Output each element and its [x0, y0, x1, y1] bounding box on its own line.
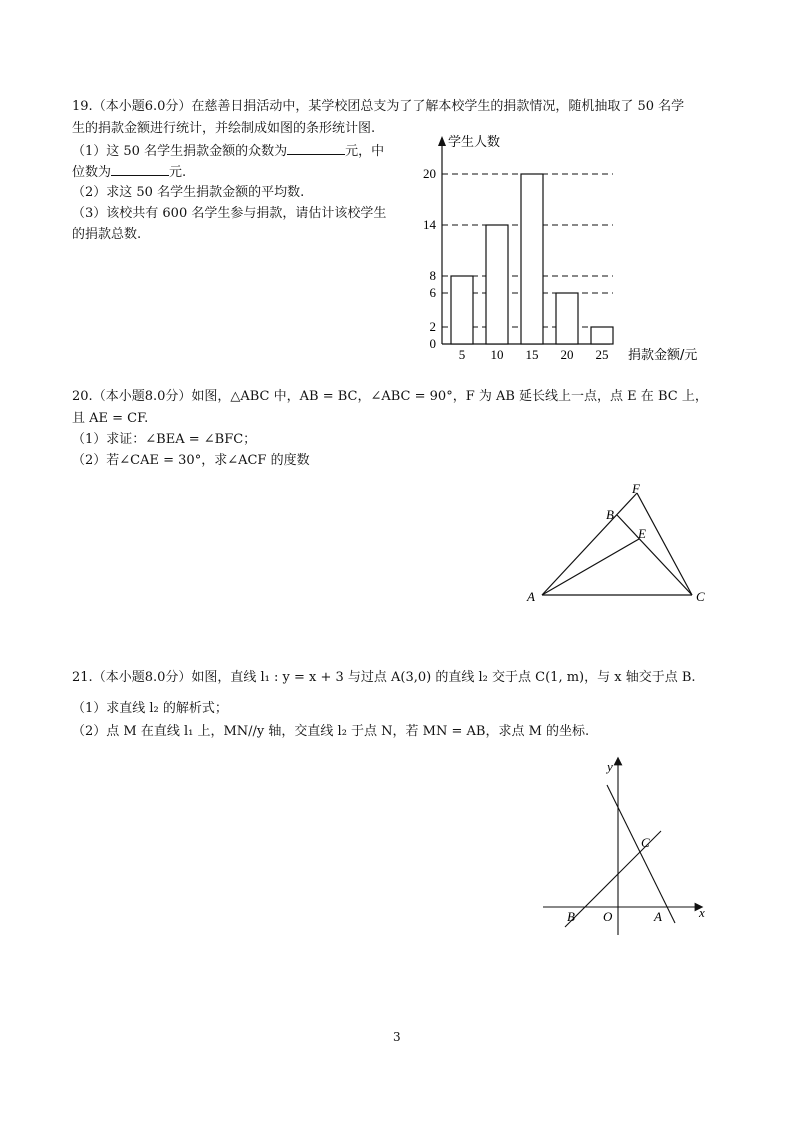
y-tick-label: 0 — [429, 336, 436, 351]
q20-stem-a: 如图，△ABC 中，AB = BC，∠ABC = 90°，F 为 AB 延长线上一点，点 E 在 BC 上， — [191, 389, 708, 404]
q20-part2: （2）若∠CAE = 30°，求∠ACF 的度数 — [72, 453, 310, 468]
q19-part1-d: 元. — [169, 165, 187, 180]
point-label-A: A — [654, 909, 662, 924]
q21-part2: （2）点 M 在直线 l₁ 上，MN//y 轴，交直线 l₂ 于点 N，若 MN = AB，求点 M 的坐标. — [72, 724, 590, 739]
q20-stem-b: 且 AE = CF. — [72, 411, 149, 426]
label-B: B — [606, 507, 614, 522]
q20-stem-line1 — [72, 388, 708, 406]
axis-label-y: y — [607, 759, 613, 774]
y-tick-label: 6 — [429, 285, 436, 300]
q19-part1-b: 元，中 — [345, 144, 385, 159]
q19-part3-b: 的捐款总数. — [72, 227, 142, 242]
q19-number: 19. — [72, 99, 93, 114]
bar-10 — [486, 225, 508, 344]
bar-5 — [451, 276, 473, 344]
q21-number: 21. — [72, 670, 93, 685]
page-number: 3 — [393, 1030, 401, 1044]
x-tick-label: 20 — [560, 347, 574, 362]
q19-part1-line2 — [72, 163, 186, 182]
q20-score: （本小题8.0分） — [92, 389, 192, 404]
point-label-O: O — [603, 909, 613, 924]
x-tick-label: 25 — [595, 347, 609, 362]
q19-stem-a: 在慈善日捐活动中，某学校团总支为了了解本校学生的捐款情况，随机抽取了 50 名学 — [191, 99, 685, 114]
q19-part1-c: 位数为 — [72, 165, 112, 180]
q20-number: 20. — [72, 389, 93, 404]
q21-score: （本小题8.0分） — [92, 670, 192, 685]
point-label-B: B — [567, 909, 575, 924]
q19-stem-b: 生的捐款金额进行统计，并绘制成如图的条形统计图. — [72, 121, 376, 136]
bar-chart — [410, 128, 740, 368]
q19-part2: （2）求这 50 名学生捐款金额的平均数. — [72, 185, 305, 200]
x-tick-label: 15 — [525, 347, 539, 362]
label-F: F — [632, 481, 640, 496]
q19-blank-median — [111, 163, 169, 176]
coordinate-figure — [535, 755, 715, 945]
x-tick-label: 10 — [490, 347, 504, 362]
axis-label-x: x — [699, 905, 705, 920]
y-tick-label: 14 — [423, 217, 436, 232]
bar-20 — [556, 293, 578, 344]
y-tick-label: 8 — [429, 268, 436, 283]
y-tick-label: 20 — [423, 166, 436, 181]
triangle-figure — [520, 480, 740, 610]
q21-stem: 如图，直线 l₁ : y = x + 3 与过点 A(3,0) 的直线 l₂ 交于点 C(1, m)，与 x 轴交于点 B. — [191, 670, 696, 685]
q19-stem-line1 — [72, 98, 684, 116]
y-axis-arrow — [438, 136, 446, 146]
q19-blank-mode — [287, 142, 345, 155]
q20-part1: （1）求证：∠BEA = ∠BFC； — [72, 432, 257, 447]
q19-score: （本小题6.0分） — [92, 99, 192, 114]
bar-15 — [521, 174, 543, 344]
segment-AE — [542, 539, 639, 595]
label-E: E — [638, 526, 646, 541]
y-axis-label: 学生人数 — [448, 135, 501, 150]
segment-FC — [637, 493, 692, 595]
line-l2 — [607, 785, 675, 923]
y-tick-label: 2 — [429, 319, 436, 334]
bar-25 — [591, 327, 613, 344]
label-C: C — [696, 589, 705, 604]
segment-BC — [617, 515, 692, 595]
q19-part1-a: （1）这 50 名学生捐款金额的众数为 — [72, 144, 288, 159]
label-A: A — [527, 589, 535, 604]
q21-stem-line — [72, 669, 696, 687]
q21-part1: （1）求直线 l₂ 的解析式； — [72, 701, 228, 716]
q19-part3-a: （3）该校共有 600 名学生参与捐款，请估计该校学生 — [72, 206, 387, 221]
point-label-C: C — [641, 835, 650, 850]
x-tick-label: 5 — [458, 347, 466, 362]
x-axis-label: 捐款金额/元 — [628, 348, 698, 363]
segment-AF — [542, 493, 637, 595]
q19-part1-line1 — [72, 142, 384, 161]
